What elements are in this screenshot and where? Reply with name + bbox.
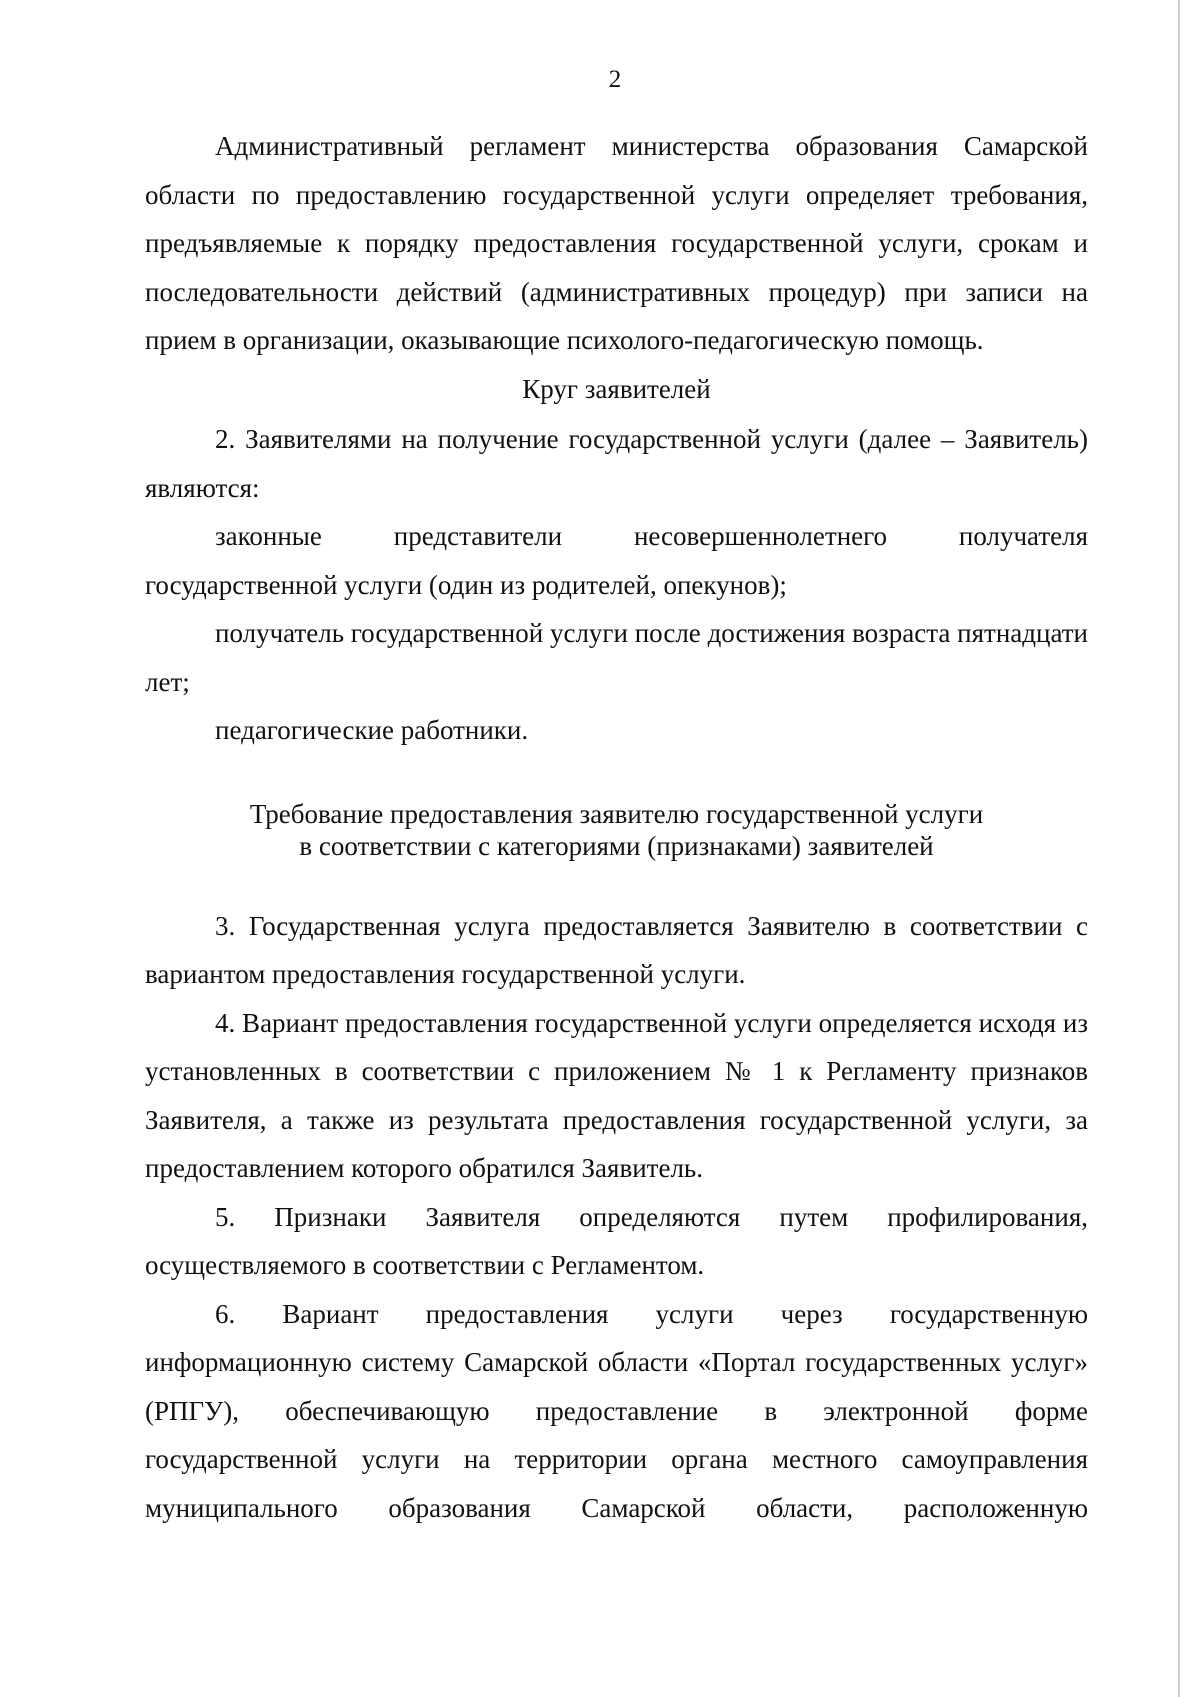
paragraph-3: 3. Государственная услуга предоставляется Заявителю в соответствии с вариантом предоставления государственной услуги.	[145, 910, 1088, 989]
paragraph-4: 4. Вариант предоставления государственной услуги определяется исходя из установленных в соответствии с приложением № 1 к Регламенту признаков Заявителя, а также из результата предоставления государственной услуги, за предоставлением которого обратился Заявитель.	[145, 1007, 1088, 1183]
applicant-item-1: законные представители несовершеннолетнего получателя государственной услуги (один из родителей, опекунов);	[145, 521, 1088, 600]
paragraph-5: 5. Признаки Заявителя определяются путем профилирования, осуществляемого в соответствии с Регламентом.	[145, 1201, 1088, 1280]
section-heading-requirement-line1: Требование предоставления заявителю государственной услуги	[249, 798, 984, 829]
document-body	[145, 122, 1088, 1532]
applicant-item-2: получатель государственной услуги после достижения возраста пятнадцати лет;	[145, 618, 1088, 697]
paragraph-2: 2. Заявителями на получение государственной услуги (далее – Заявитель) являются:	[145, 424, 1088, 503]
page-number: 2	[608, 66, 622, 93]
applicant-item-3: педагогические работники.	[215, 715, 529, 745]
page-edge-line	[1178, 0, 1180, 1697]
section-heading-requirement-line2: в соответствии с категориями (признаками) заявителей	[299, 830, 934, 861]
section-heading-applicants: Круг заявителей	[522, 373, 711, 404]
intro-paragraph: Административный регламент министерства образования Самарской области по предоставлению государственной услуги определяет требования, предъявляемые к порядку предоставления государственной услуги, срокам и последовательности действий (административных процедур) при записи на прием в организации, оказывающие психолого-педагогическую помощь.	[145, 131, 1088, 355]
paragraph-6: 6. Вариант предоставления услуги через государственную информационную систему Самарской области «Портал государственных услуг» (РПГУ), обеспечивающую предоставление в электронной форме государственной услуги на территории органа местного самоуправления муниципального образования Самарской области, расположенную	[145, 1298, 1088, 1523]
section-heading-requirement	[145, 798, 1088, 862]
